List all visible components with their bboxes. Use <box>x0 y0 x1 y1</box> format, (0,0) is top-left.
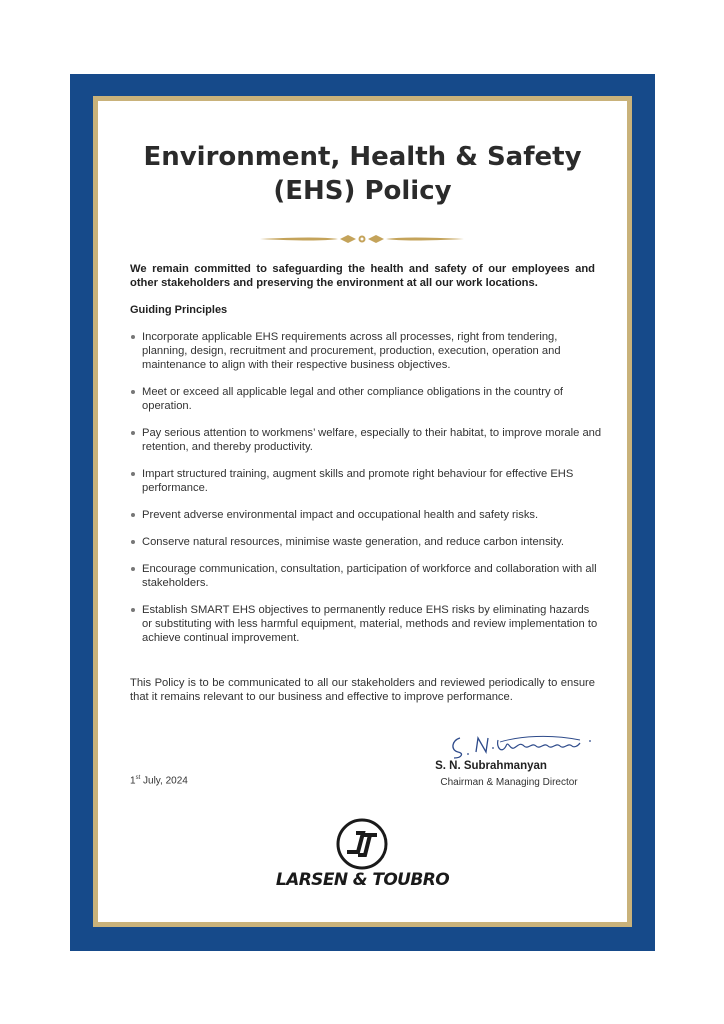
guiding-principles-heading: Guiding Principles <box>130 304 228 316</box>
principle-item: Pay serious attention to workmens’ welfare, especially to their habitat, to improve morale and retention, and thereby productivity. <box>130 426 602 454</box>
principle-item: Incorporate applicable EHS requirements across all processes, right from tendering, planning, design, recruitment and procurement, production, execution, operation and maintenance to align with their respective business objectives. <box>130 330 602 372</box>
signer-name: S. N. Subrahmanyan <box>435 760 547 772</box>
principles-list <box>130 330 602 658</box>
page-title <box>98 140 627 208</box>
signer-title: Chairman & Managing Director <box>440 777 578 788</box>
date-day: 1 <box>130 775 136 787</box>
title-line-2: (EHS) Policy <box>273 176 452 206</box>
company-logo-icon <box>336 818 388 870</box>
principle-item: Meet or exceed all applicable legal and other compliance obligations in the country of operation. <box>130 385 602 413</box>
policy-intro: We remain committed to safeguarding the health and safety of our employees and other stakeholders and preserving the environment at all our work locations. <box>130 263 595 289</box>
date-suffix: st <box>135 775 141 781</box>
principle-item: Conserve natural resources, minimise waste generation, and reduce carbon intensity. <box>130 535 602 549</box>
principle-item: Impart structured training, augment skills and promote right behaviour for effective EHS performance. <box>130 467 602 495</box>
title-line-1: Environment, Health & Safety <box>143 142 582 172</box>
policy-closing: This Policy is to be communicated to all our stakeholders and reviewed periodically to ensure that it remains relevant to our business and effective to improve performance. <box>130 677 595 703</box>
principle-item: Encourage communication, consultation, participation of workforce and collaboration with all stakeholders. <box>130 562 602 590</box>
principle-item: Establish SMART EHS objectives to permanently reduce EHS risks by eliminating hazards or substituting with less harmful equipment, material, methods and review implementation to achieve continual improvement. <box>130 603 602 645</box>
policy-date <box>130 775 188 786</box>
principle-item: Prevent adverse environmental impact and occupational health and safety risks. <box>130 508 602 522</box>
company-name: LARSEN & TOUBRO <box>275 870 450 890</box>
date-rest: July, 2024 <box>140 775 188 787</box>
decorative-divider-icon <box>258 232 466 246</box>
